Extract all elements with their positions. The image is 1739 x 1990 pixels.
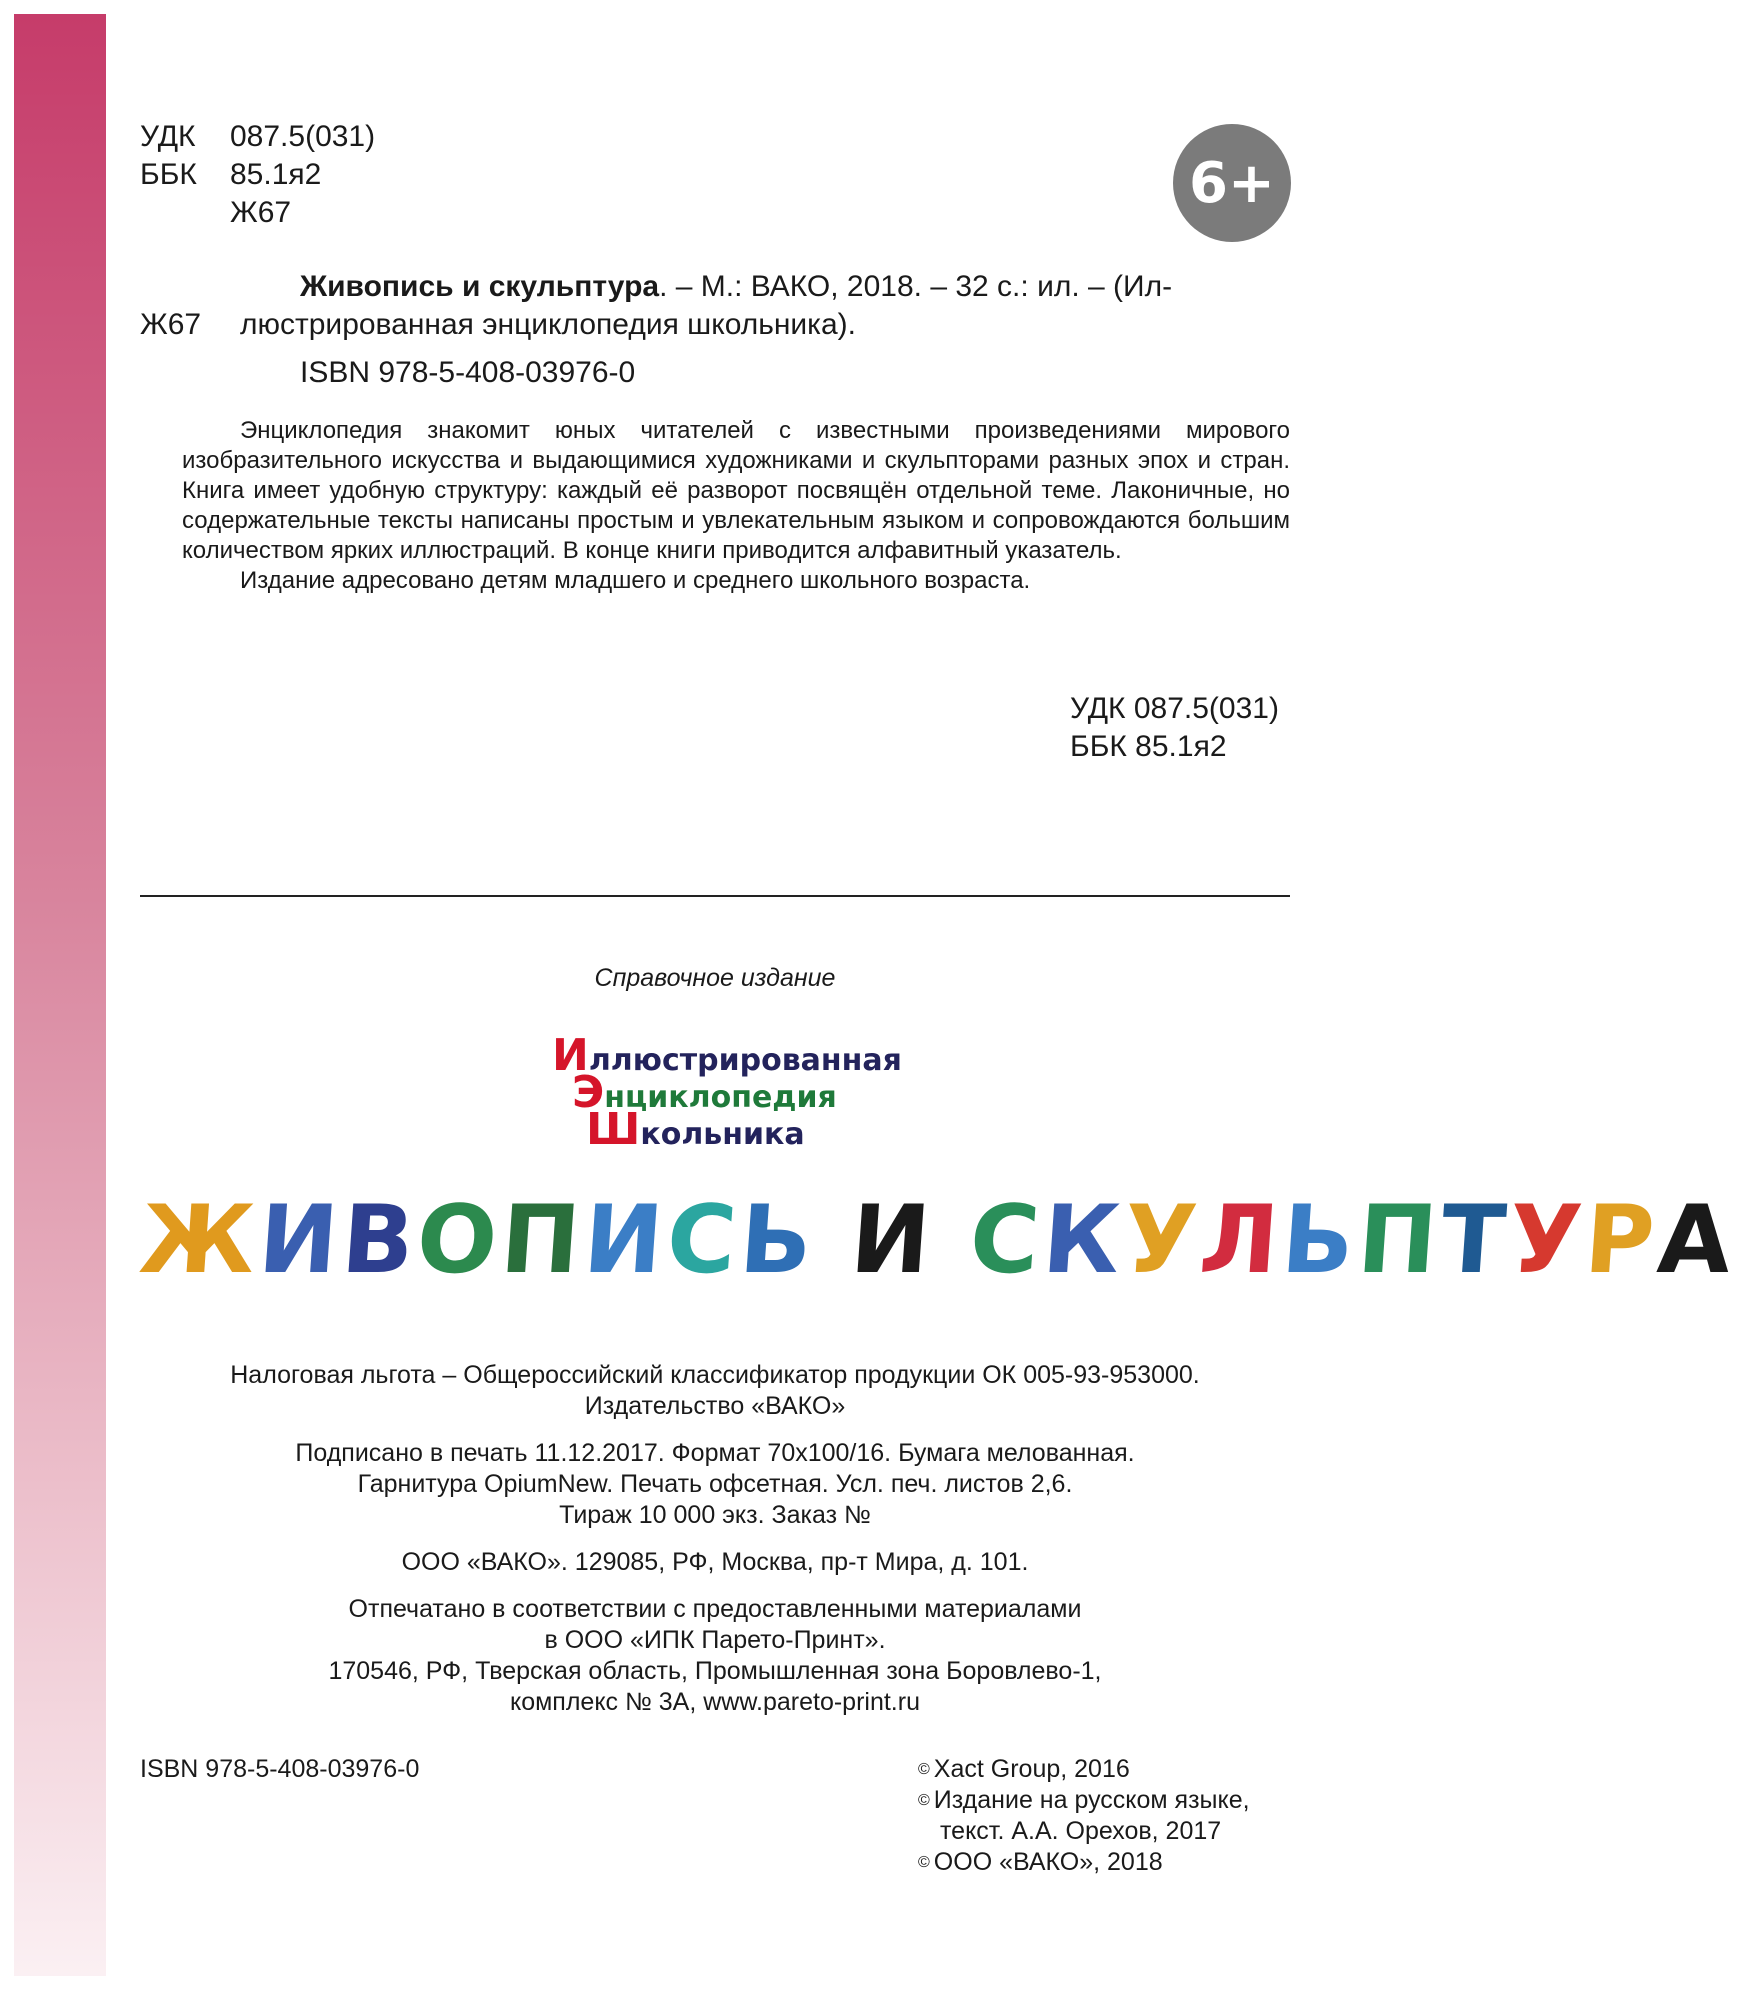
title-letter: У: [1505, 1186, 1590, 1295]
book-title-colorful: [136, 1186, 1739, 1296]
publisher-address: ООО «ВАКО». 129085, РФ, Москва, пр-т Мира, д. 101.: [401, 1548, 1029, 1576]
copyright-symbol: ©: [918, 1792, 930, 1809]
title-letter: Р: [1581, 1186, 1663, 1295]
series-logo-text-1: ллюстрированная: [588, 1043, 902, 1078]
bbk-label: ББК: [140, 158, 197, 191]
imprint: [140, 1360, 1290, 1718]
bibliographic-record: [140, 268, 1290, 392]
footer-isbn: ISBN 978-5-408-03976-0: [140, 1755, 420, 1783]
abstract: [182, 416, 1290, 596]
series-logo: [552, 1030, 902, 1155]
title-letter: С: [662, 1186, 744, 1295]
print-line-1: Подписано в печать 11.12.2017. Формат 70х100/16. Бумага мелованная.: [295, 1439, 1135, 1467]
title-letter: Л: [1196, 1186, 1287, 1295]
series-logo-cap-1: И: [552, 1030, 589, 1081]
bbk-value: 85.1я2: [230, 158, 322, 191]
bbk-right: ББК 85.1я2: [1070, 730, 1227, 763]
printed-line-2: в ООО «ИПК Парето-Принт».: [544, 1626, 886, 1654]
abstract-paragraph-2: Издание адресовано детям младшего и среднего школьного возраста.: [240, 567, 1031, 594]
title-letter: У: [1120, 1186, 1205, 1295]
printed-line-3: 170546, РФ, Тверская область, Промышленная зона Боровлево-1,: [328, 1657, 1102, 1685]
title-letter: К: [1039, 1186, 1128, 1295]
author-mark: Ж67: [230, 196, 292, 229]
title-letter: И: [255, 1186, 346, 1295]
copyright-symbol: ©: [918, 1854, 930, 1871]
biblio-author-mark: Ж67: [140, 308, 202, 341]
publisher-name: Издательство «ВАКО»: [584, 1392, 846, 1420]
udk-right: УДК 087.5(031): [1070, 692, 1279, 725]
biblio-line2: люстрированная энциклопедия школьника).: [240, 308, 856, 341]
udk-block: [140, 118, 375, 232]
copyright-block: [918, 1754, 1298, 1878]
divider-line: [140, 895, 1290, 897]
printed-line-4: комплекс № 3А, www.pareto-print.ru: [510, 1688, 920, 1716]
title-letter: Ь: [1278, 1186, 1362, 1295]
copyright-3: ООО «ВАКО», 2018: [933, 1848, 1163, 1876]
series-logo-cap-3: Ш: [586, 1104, 641, 1155]
title-letter: С: [966, 1186, 1047, 1295]
biblio-isbn: ISBN 978-5-408-03976-0: [300, 356, 636, 389]
copyright-symbol: ©: [918, 1761, 930, 1778]
title-letter: В: [337, 1186, 422, 1295]
title-letter: П: [497, 1186, 588, 1295]
classification-right: [1070, 690, 1279, 766]
print-line-2: Гарнитура OpiumNew. Печать офсетная. Усл. печ. листов 2,6.: [357, 1470, 1073, 1498]
print-line-3: Тираж 10 000 экз. Заказ №: [559, 1501, 871, 1529]
title-letter: Т: [1436, 1186, 1513, 1295]
title-letter: Ж: [136, 1186, 263, 1295]
title-letter: П: [1354, 1186, 1445, 1295]
edition-type: Справочное издание: [594, 964, 836, 992]
title-letter: А: [1654, 1186, 1739, 1295]
book-title-bold: Живопись и скульптура: [300, 270, 660, 303]
title-letter: И: [847, 1186, 938, 1295]
copyright-2a: Издание на русском языке,: [933, 1786, 1250, 1814]
biblio-rest: . – М.: ВАКО, 2018. – 32 с.: ил. – (Ил-: [659, 270, 1173, 303]
udk-label: УДК: [140, 120, 196, 153]
copyright-1: Xact Group, 2016: [933, 1755, 1130, 1783]
title-letter: Ь: [735, 1186, 820, 1295]
abstract-paragraph-1: Энциклопедия знакомит юных читателей с известными произведениями мирового изобразительного искусства и выдающимися художниками и скульпторами разных эпох и стран. Книга имеет удобную структуру: каждый её разворот посвящён отдельной теме. Лаконичные, но содержательные тексты написаны простым и увлекательным языком и сопровождаются большим количеством ярких иллюстраций. В конце книги приводится алфавитный указатель.: [182, 417, 1290, 564]
series-logo-text-2: нциклопедия: [604, 1080, 837, 1115]
decorative-side-bar: [14, 14, 106, 1976]
title-letter: И: [580, 1186, 671, 1295]
series-logo-text-3: кольника: [640, 1117, 805, 1152]
udk-value: 087.5(031): [230, 120, 376, 153]
tax-line: Налоговая льгота – Общероссийский классификатор продукции ОК 005-93-953000.: [230, 1361, 1200, 1389]
copyright-2b: текст. А.А. Орехов, 2017: [940, 1817, 1222, 1845]
printed-line-1: Отпечатано в соответствии с предоставленными материалами: [348, 1595, 1082, 1623]
title-letter: О: [413, 1186, 506, 1295]
series-logo-cap-2: Э: [572, 1067, 605, 1118]
age-rating-badge: 6+: [1173, 124, 1291, 242]
